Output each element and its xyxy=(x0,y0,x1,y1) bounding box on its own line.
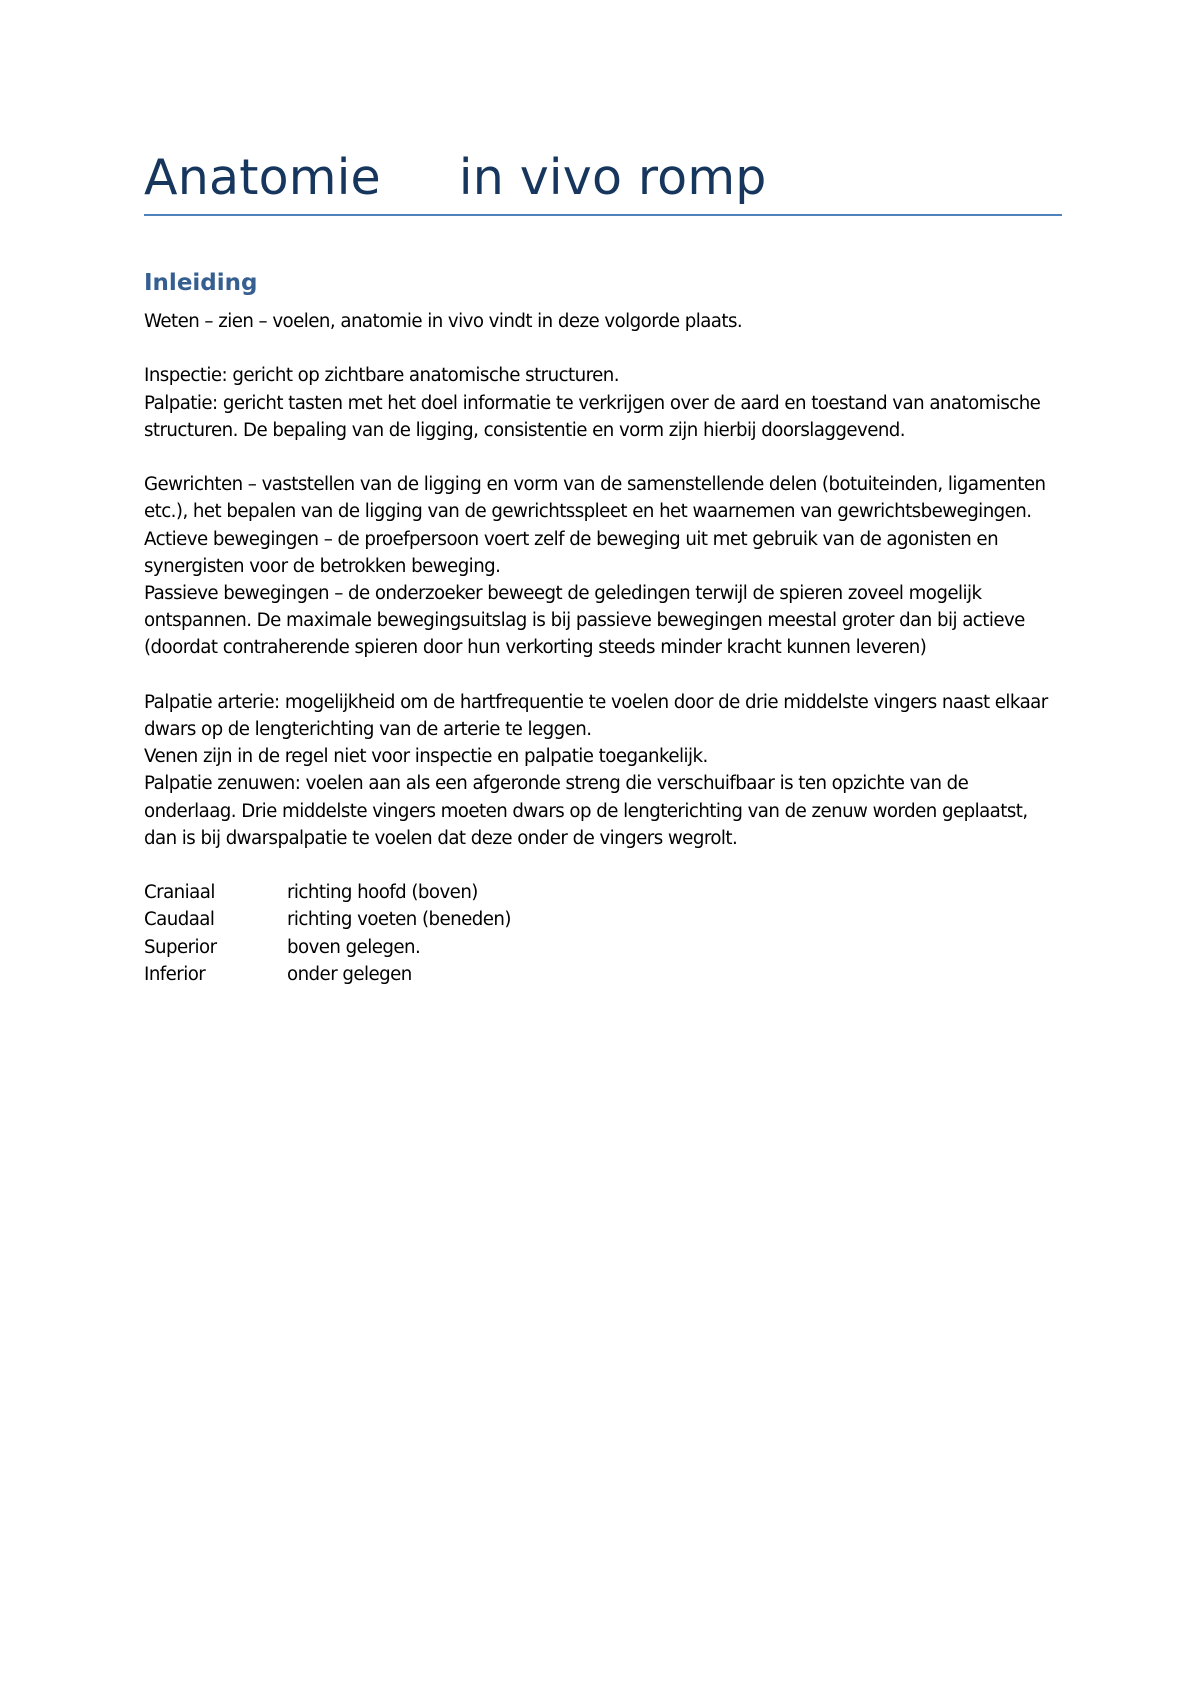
term-name: Superior xyxy=(144,936,217,958)
term-row xyxy=(144,879,1062,906)
term-definition: richting hoofd (boven) xyxy=(287,882,478,904)
document-title xyxy=(144,148,767,208)
paragraph-palpatie-zenuwen: Palpatie zenuwen: voelen aan als een afgeronde streng die verschuifbaar is ten opzichte van de onderlaag. Drie middelste vingers moeten dwars op de lengterichting van de zenuw worden geplaatst, dan is bij dwarspalpatie te voelen dat deze onder de vingers wegrolt. xyxy=(144,773,1028,849)
paragraph-venen: Venen zijn in de regel niet voor inspectie en palpatie toegankelijk. xyxy=(144,746,708,768)
paragraph-passieve-bewegingen: Passieve bewegingen – de onderzoeker beweegt de geledingen terwijl de spieren zoveel mogelijk ontspannen. De maximale bewegingsuitslag is bij passieve bewegingen meestal groter dan bij actieve (doordat contraherende spieren door hun verkorting steeds minder kracht kunnen leveren) xyxy=(144,583,1025,659)
term-row xyxy=(144,934,1062,961)
term-definition: boven gelegen. xyxy=(287,936,421,958)
term-name: Caudaal xyxy=(144,909,215,931)
term-row xyxy=(144,906,1062,933)
term-name: Craniaal xyxy=(144,882,215,904)
paragraph-palpatie: Palpatie: gericht tasten met het doel informatie te verkrijgen over de aard en toestand van anatomische structuren. De bepaling van de ligging, consistentie en vorm zijn hierbij doorslaggevend. xyxy=(144,392,1041,441)
paragraph-actieve-bewegingen: Actieve bewegingen – de proefpersoon voert zelf de beweging uit met gebruik van de agonisten en synergisten voor de betrokken beweging. xyxy=(144,528,999,577)
section-body xyxy=(144,308,1062,988)
title-underline xyxy=(144,214,1062,216)
document-title-part1: Anatomie xyxy=(144,149,381,206)
term-row xyxy=(144,961,1062,988)
term-definition: richting voeten (beneden) xyxy=(287,909,511,931)
term-name: Inferior xyxy=(144,963,206,985)
paragraph-intro: Weten – zien – voelen, anatomie in vivo vindt in deze volgorde plaats. xyxy=(144,311,743,332)
term-definition: onder gelegen xyxy=(287,963,412,985)
paragraph-palpatie-arterie: Palpatie arterie: mogelijkheid om de hartfrequentie te voelen door de drie middelste vingers naast elkaar dwars op de lengterichting van de arterie te leggen. xyxy=(144,691,1048,740)
document-title-part2: in vivo romp xyxy=(458,149,767,206)
section-heading: Inleiding xyxy=(144,270,258,296)
paragraph-inspectie: Inspectie: gericht op zichtbare anatomische structuren. xyxy=(144,365,619,387)
paragraph-gewrichten: Gewrichten – vaststellen van de ligging en vorm van de samenstellende delen (botuiteinden, ligamenten etc.), het bepalen van de ligging van de gewrichtsspleet en het waarnemen van gewrichtsbewegingen. xyxy=(144,474,1046,523)
terms-list xyxy=(144,879,1062,988)
